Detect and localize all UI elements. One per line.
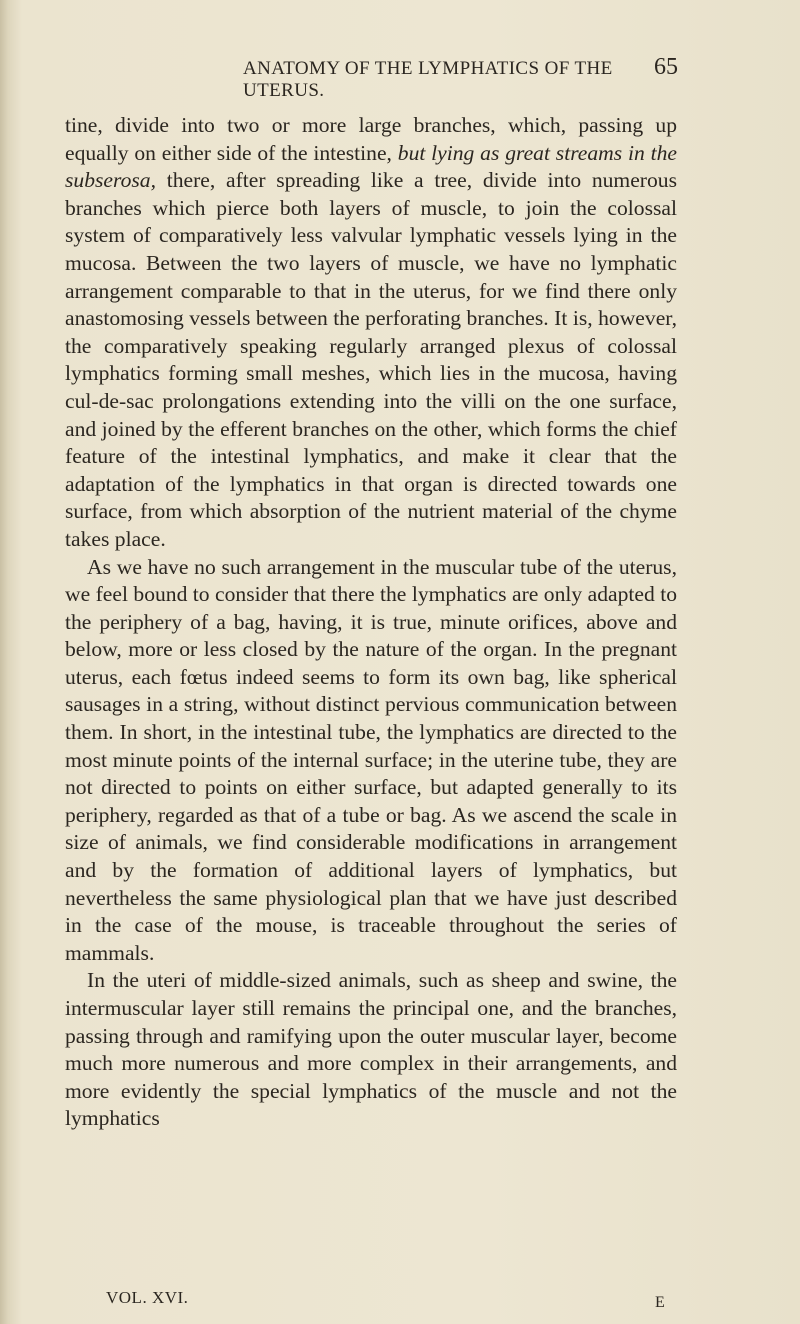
running-header: ANATOMY OF THE LYMPHATICS OF THE UTERUS. xyxy=(243,58,613,101)
paragraph-2: As we have no such arrangement in the muscular tube of the uterus, we feel bound to consider that there the lymphatics are only adapted to the periphery of a bag, having, it is true, minute orifices, above and below, more or less closed by the nature of the organ. In the pregnant uterus, each fœtus indeed seems to form its own bag, like spherical sausages in a string, without distinct pervious communication between them. In short, in the intestinal tube, the lymphatics are directed to the most minute points of the internal surface; in the uterine tube, they are not directed to points on either surface, but adapted generally to its periphery, regarded as that of a tube or bag. As we ascend the scale in size of animals, we find considerable modifications in arrangement and by the formation of additional layers of lymphatics, but nevertheless the same physiological plan that we have just described in the case of the mouse, is traceable throughout the series of mammals. xyxy=(65,554,677,965)
page-number: 65 xyxy=(654,54,678,80)
paragraph-3: In the uteri of middle-sized animals, such as sheep and swine, the intermuscular layer still remains the principal one, and the branches, passing through and ramifying upon the outer muscular layer, become much more numerous and more complex in their arrangements, and more evidently the special lymphatics of the muscle and not the lymphatics xyxy=(65,968,677,1131)
paragraph-1-text-start: tine, divide into two or more large branches, which, passing up equally on either side of the intestine, xyxy=(65,113,677,165)
body-text xyxy=(65,112,677,1133)
paragraph-1 xyxy=(65,112,677,554)
paragraph-1-text-end: there, after spreading like a tree, divide into numerous branches which pierce both layers of muscle, to join the colossal system of comparatively less valvular lymphatic vessels lying in the mucosa. Between the two layers of muscle, we have no lymphatic arrangement comparable to that in the uterus, for we find there only anastomosing vessels between the perforating branches. It is, however, the comparatively speaking regularly arranged plexus of colossal lymphatics forming small meshes, which lies in the mucosa, having cul-de-sac prolongations extending into the villi on the one surface, and joined by the efferent branches on the other, which forms the chief feature of the intestinal lymphatics, and make it clear that the adaptation of the lymphatics in that organ is directed towards one surface, from which absorption of the nutrient material of the chyme takes place. xyxy=(65,168,677,551)
signature-mark: E xyxy=(655,1294,665,1311)
paragraph-1-italic-phrase: but lying as great streams in the subserosa, xyxy=(65,140,677,193)
volume-footer: VOL. XVI. xyxy=(106,1288,189,1307)
